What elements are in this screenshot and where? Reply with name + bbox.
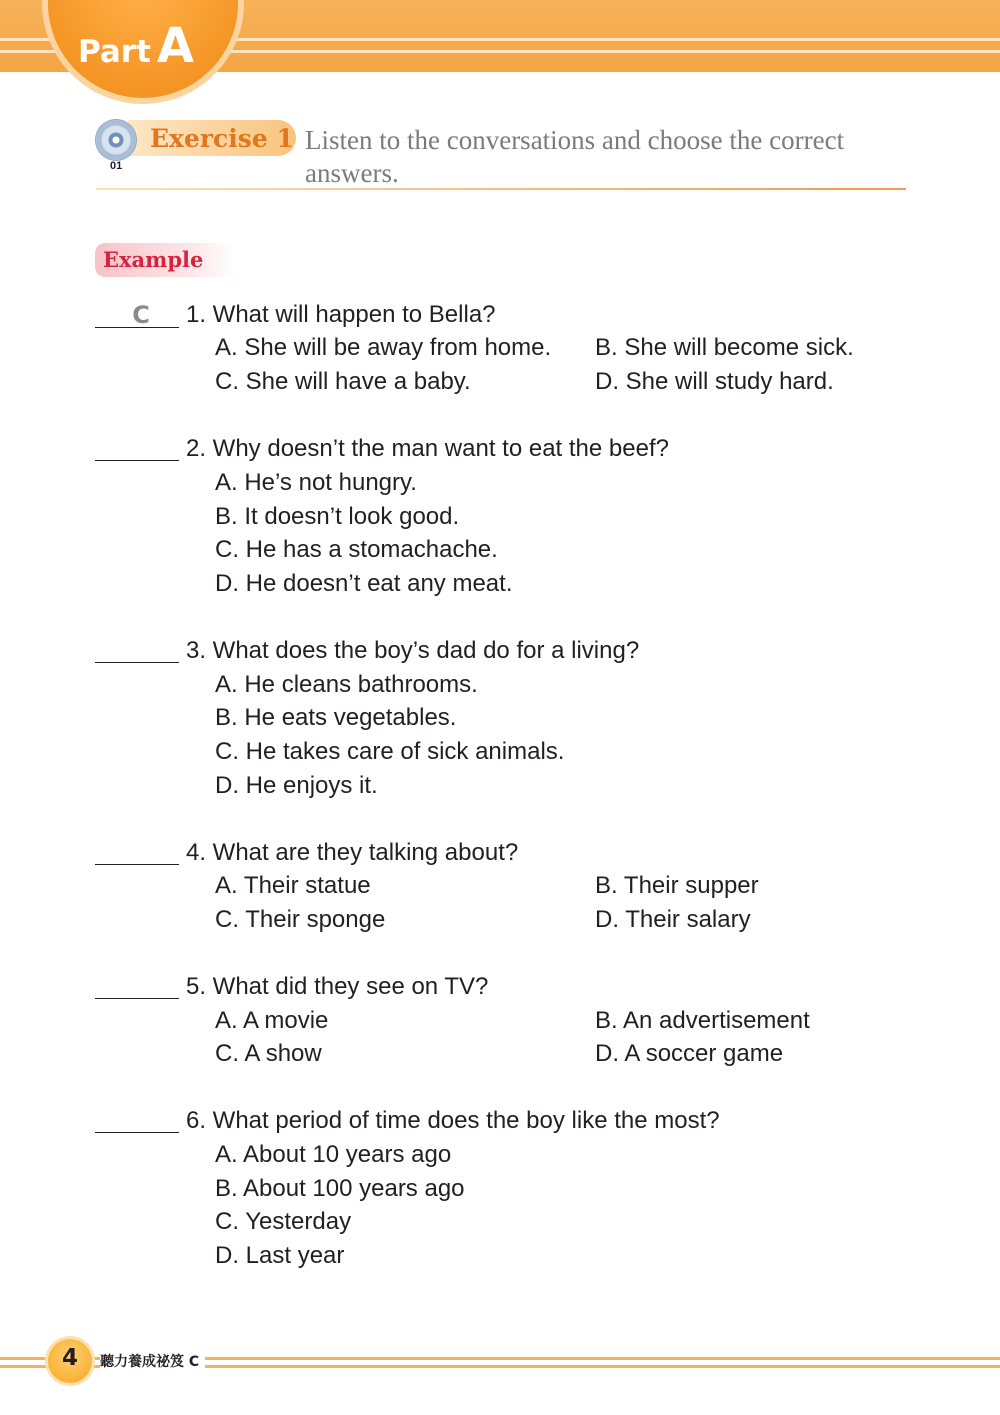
option-d[interactable]: D. Last year xyxy=(215,1242,345,1269)
option-a[interactable]: A. She will be away from home. xyxy=(215,334,552,361)
option-a[interactable]: A. A movie xyxy=(215,1007,329,1034)
question-stem: 1. What will happen to Bella? xyxy=(186,301,496,328)
question-stem: 2. Why doesn’t the man want to eat the beef? xyxy=(186,435,669,462)
option-b[interactable]: B. She will become sick. xyxy=(595,334,854,361)
book-title: 聽力養成祕笈 C xyxy=(100,1351,205,1371)
option-a[interactable]: A. About 10 years ago xyxy=(215,1141,452,1168)
question-stem: 3. What does the boy’s dad do for a living? xyxy=(186,637,640,664)
option-b[interactable]: B. About 100 years ago xyxy=(215,1175,465,1202)
option-c[interactable]: C. Yesterday xyxy=(215,1208,352,1235)
part-heading xyxy=(78,18,194,74)
part-letter: A xyxy=(156,18,195,74)
answer-blank[interactable] xyxy=(95,430,179,461)
option-d[interactable]: D. A soccer game xyxy=(595,1040,784,1067)
option-b[interactable]: B. It doesn’t look good. xyxy=(215,503,460,530)
option-a[interactable]: A. Their statue xyxy=(215,872,371,899)
option-d[interactable]: D. She will study hard. xyxy=(595,368,834,395)
answer-blank[interactable] xyxy=(95,968,179,999)
track-number: 01 xyxy=(110,160,123,172)
option-d[interactable]: D. Their salary xyxy=(595,906,751,933)
option-d[interactable]: D. He enjoys it. xyxy=(215,772,378,799)
example-label: Example xyxy=(103,247,204,272)
instruction-underline xyxy=(96,188,906,190)
option-a[interactable]: A. He cleans bathrooms. xyxy=(215,671,478,698)
option-b[interactable]: B. An advertisement xyxy=(595,1007,810,1034)
option-c[interactable]: C. A show xyxy=(215,1040,322,1067)
audio-cd-icon[interactable] xyxy=(96,120,136,160)
answer-blank[interactable] xyxy=(95,297,179,328)
answer-value: C xyxy=(132,301,150,329)
option-c[interactable]: C. She will have a baby. xyxy=(215,368,471,395)
answer-blank[interactable] xyxy=(95,1102,179,1133)
part-word: Part xyxy=(78,34,151,70)
option-d[interactable]: D. He doesn’t eat any meat. xyxy=(215,570,513,597)
option-c[interactable]: C. Their sponge xyxy=(215,906,386,933)
question-stem: 5. What did they see on TV? xyxy=(186,973,489,1000)
option-c[interactable]: C. He takes care of sick animals. xyxy=(215,738,565,765)
exercise-instruction: Listen to the conversations and choose the correct answers. xyxy=(305,125,845,188)
answer-blank[interactable] xyxy=(95,834,179,865)
option-a[interactable]: A. He’s not hungry. xyxy=(215,469,417,496)
page-number: 4 xyxy=(61,1345,78,1371)
option-b[interactable]: B. He eats vegetables. xyxy=(215,704,457,731)
question-stem: 6. What period of time does the boy like the most? xyxy=(186,1107,720,1134)
question-stem: 4. What are they talking about? xyxy=(186,839,519,866)
answer-blank[interactable] xyxy=(95,632,179,663)
option-c[interactable]: C. He has a stomachache. xyxy=(215,536,498,563)
option-b[interactable]: B. Their supper xyxy=(595,872,759,899)
exercise-label: Exercise 1 xyxy=(150,124,294,153)
